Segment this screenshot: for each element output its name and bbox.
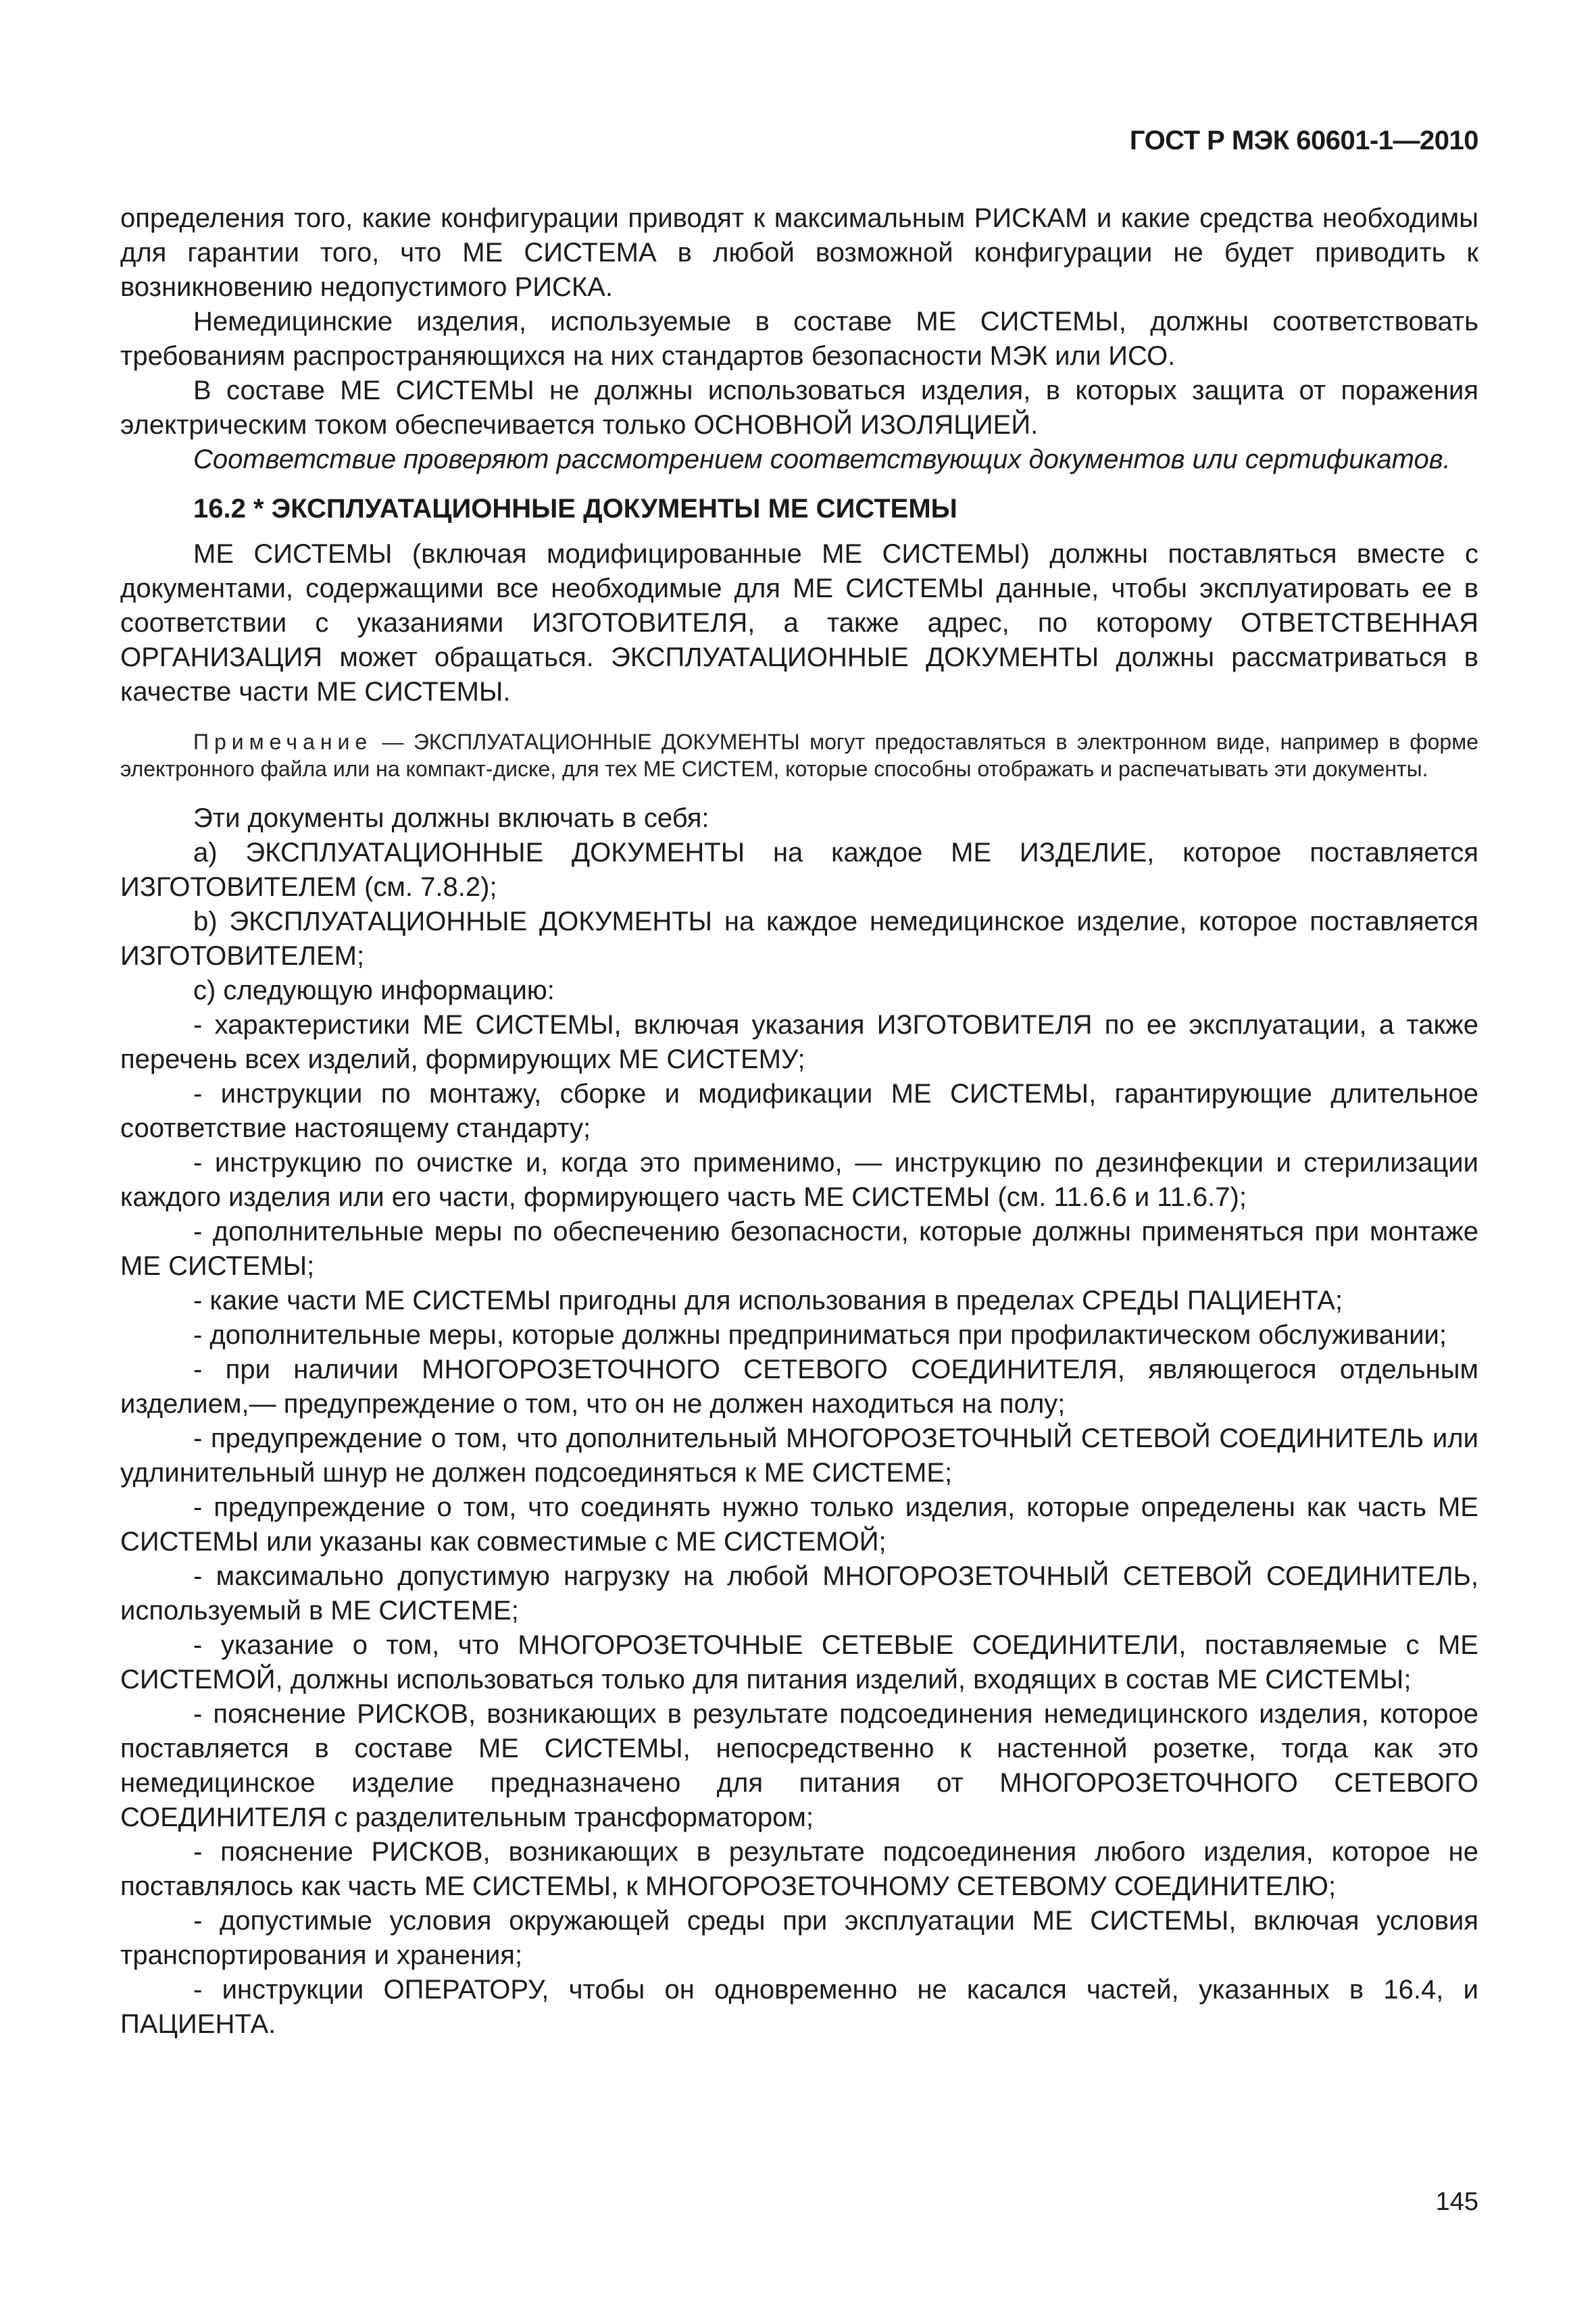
note bbox=[120, 728, 1478, 782]
list-item: - предупреждение о том, что соединять нужно только изделия, которые определены как часть МЕ СИСТЕМЫ или указаны как совместимые с МЕ СИСТЕМОЙ; bbox=[120, 1492, 1478, 1557]
list-item: - дополнительные меры, которые должны предприниматься при профилактическом обслуживании; bbox=[193, 1320, 1447, 1350]
list-item: - инструкцию по очистке и, когда это применимо, — инструкцию по дезинфекции и стерилизации каждого изделия или его части, формирующего часть МЕ СИСТЕМЫ (см. 11.6.6 и 11.6.7); bbox=[120, 1148, 1478, 1212]
list-item: c) следующую информацию: bbox=[193, 976, 555, 1005]
list-item: - какие части МЕ СИСТЕМЫ пригодны для использования в пределах СРЕДЫ ПАЦИЕНТА; bbox=[193, 1286, 1343, 1315]
compliance-statement: Соответствие проверяют рассмотрением соответствующих документов или сертификатов. bbox=[193, 445, 1451, 474]
list-item: Эти документы должны включать в себя: bbox=[193, 803, 709, 833]
page-number: 145 bbox=[1435, 2188, 1478, 2216]
note-label: Примечание bbox=[193, 730, 373, 754]
list-item: a) ЭКСПЛУАТАЦИОННЫЕ ДОКУМЕНТЫ на каждое МЕ ИЗДЕЛИЕ, которое поставляется ИЗГОТОВИТЕЛЕМ (см. 7.8.2); bbox=[120, 838, 1478, 902]
list-item: - допустимые условия окружающей среды при эксплуатации МЕ СИСТЕМЫ, включая условия транспортирования и хранения; bbox=[120, 1906, 1478, 1970]
list-item: - дополнительные меры по обеспечению безопасности, которые должны применяться при монтаже МЕ СИСТЕМЫ; bbox=[120, 1217, 1478, 1281]
paragraph: определения того, какие конфигурации приводят к максимальным РИСКАМ и какие средства необходимы для гарантии того, что МЕ СИСТЕМА в любой возможной конфигурации не будет приводить к возникновению недопустимого РИСКА. bbox=[120, 203, 1478, 302]
list-item: - пояснение РИСКОВ, возникающих в результате подсоединения любого изделия, которое не поставлялось как часть МЕ СИСТЕМЫ, к МНОГОРОЗЕТОЧНОМУ СЕТЕВОМУ СОЕДИНИТЕЛЮ; bbox=[120, 1837, 1478, 1901]
document-header: ГОСТ Р МЭК 60601-1—2010 bbox=[1129, 126, 1478, 155]
document-page bbox=[120, 0, 1478, 2314]
list-item: - предупреждение о том, что дополнительный МНОГОРОЗЕТОЧНЫЙ СЕТЕВОЙ СОЕДИНИТЕЛЬ или удлинительный шнур не должен подсоединяться к МЕ СИСТЕМЕ; bbox=[120, 1424, 1478, 1488]
paragraph: МЕ СИСТЕМЫ (включая модифицированные МЕ СИСТЕМЫ) должны поставляться вместе с документами, содержащими все необходимые для МЕ СИСТЕМЫ данные, чтобы эксплуатировать ее в соответствии с указаниями ИЗГОТОВИТЕЛЯ, а также адрес, по которому ОТВЕТСТВЕННАЯ ОРГАНИЗАЦИЯ может обращаться. ЭКСПЛУАТАЦИОННЫЕ ДОКУМЕНТЫ должны рассматриваться в качестве части МЕ СИСТЕМЫ. bbox=[120, 539, 1478, 707]
section-title: 16.2 * ЭКСПЛУАТАЦИОННЫЕ ДОКУМЕНТЫ МЕ СИСТЕМЫ bbox=[193, 494, 957, 524]
list-item: b) ЭКСПЛУАТАЦИОННЫЕ ДОКУМЕНТЫ на каждое немедицинское изделие, которое поставляется ИЗГОТОВИТЕЛЕМ; bbox=[120, 907, 1478, 971]
list-item: - пояснение РИСКОВ, возникающих в результате подсоединения немедицинского изделия, которое поставляется в составе МЕ СИСТЕМЫ, непосредственно к настенной розетке, тогда как это немедицинское изделие предназначено для питания от МНОГОРОЗЕТОЧНОГО СЕТЕВОГО СОЕДИНИТЕЛЯ с разделительным трансформатором; bbox=[120, 1699, 1478, 1832]
paragraph: Немедицинские изделия, используемые в составе МЕ СИСТЕМЫ, должны соответствовать требованиям распространяющихся на них стандартов безопасности МЭК или ИСО. bbox=[120, 307, 1478, 371]
list-item: - характеристики МЕ СИСТЕМЫ, включая указания ИЗГОТОВИТЕЛЯ по ее эксплуатации, а также перечень всех изделий, формирующих МЕ СИСТЕМУ; bbox=[120, 1010, 1478, 1074]
note-text: — ЭКСПЛУАТАЦИОННЫЕ ДОКУМЕНТЫ могут предоставляться в электронном виде, например в форме электронного файла или на компакт-диске, для тех МЕ СИСТЕМ, которые способны отображать и распечатывать эти документы. bbox=[120, 730, 1478, 781]
list-item: - при наличии МНОГОРОЗЕТОЧНОГО СЕТЕВОГО СОЕДИНИТЕЛЯ, являющегося отдельным изделием,— предупреждение о том, что он не должен находиться на полу; bbox=[120, 1355, 1478, 1419]
list-item: - максимально допустимую нагрузку на любой МНОГОРОЗЕТОЧНЫЙ СЕТЕВОЙ СОЕДИНИТЕЛЬ, используемый в МЕ СИСТЕМЕ; bbox=[120, 1561, 1478, 1626]
document-body bbox=[120, 201, 1478, 2042]
list-item: - инструкции по монтажу, сборке и модификации МЕ СИСТЕМЫ, гарантирующие длительное соответствие настоящему стандарту; bbox=[120, 1079, 1478, 1143]
list-item: - инструкции ОПЕРАТОРУ, чтобы он одновременно не касался частей, указанных в 16.4, и ПАЦИЕНТА. bbox=[120, 1975, 1478, 2039]
paragraph: В составе МЕ СИСТЕМЫ не должны использоваться изделия, в которых защита от поражения электрическим током обеспечивается только ОСНОВНОЙ ИЗОЛЯЦИЕЙ. bbox=[120, 376, 1478, 440]
list-item: - указание о том, что МНОГОРОЗЕТОЧНЫЕ СЕТЕВЫЕ СОЕДИНИТЕЛИ, поставляемые с МЕ СИСТЕМОЙ, должны использоваться только для питания изделий, входящих в состав МЕ СИСТЕМЫ; bbox=[120, 1630, 1478, 1694]
